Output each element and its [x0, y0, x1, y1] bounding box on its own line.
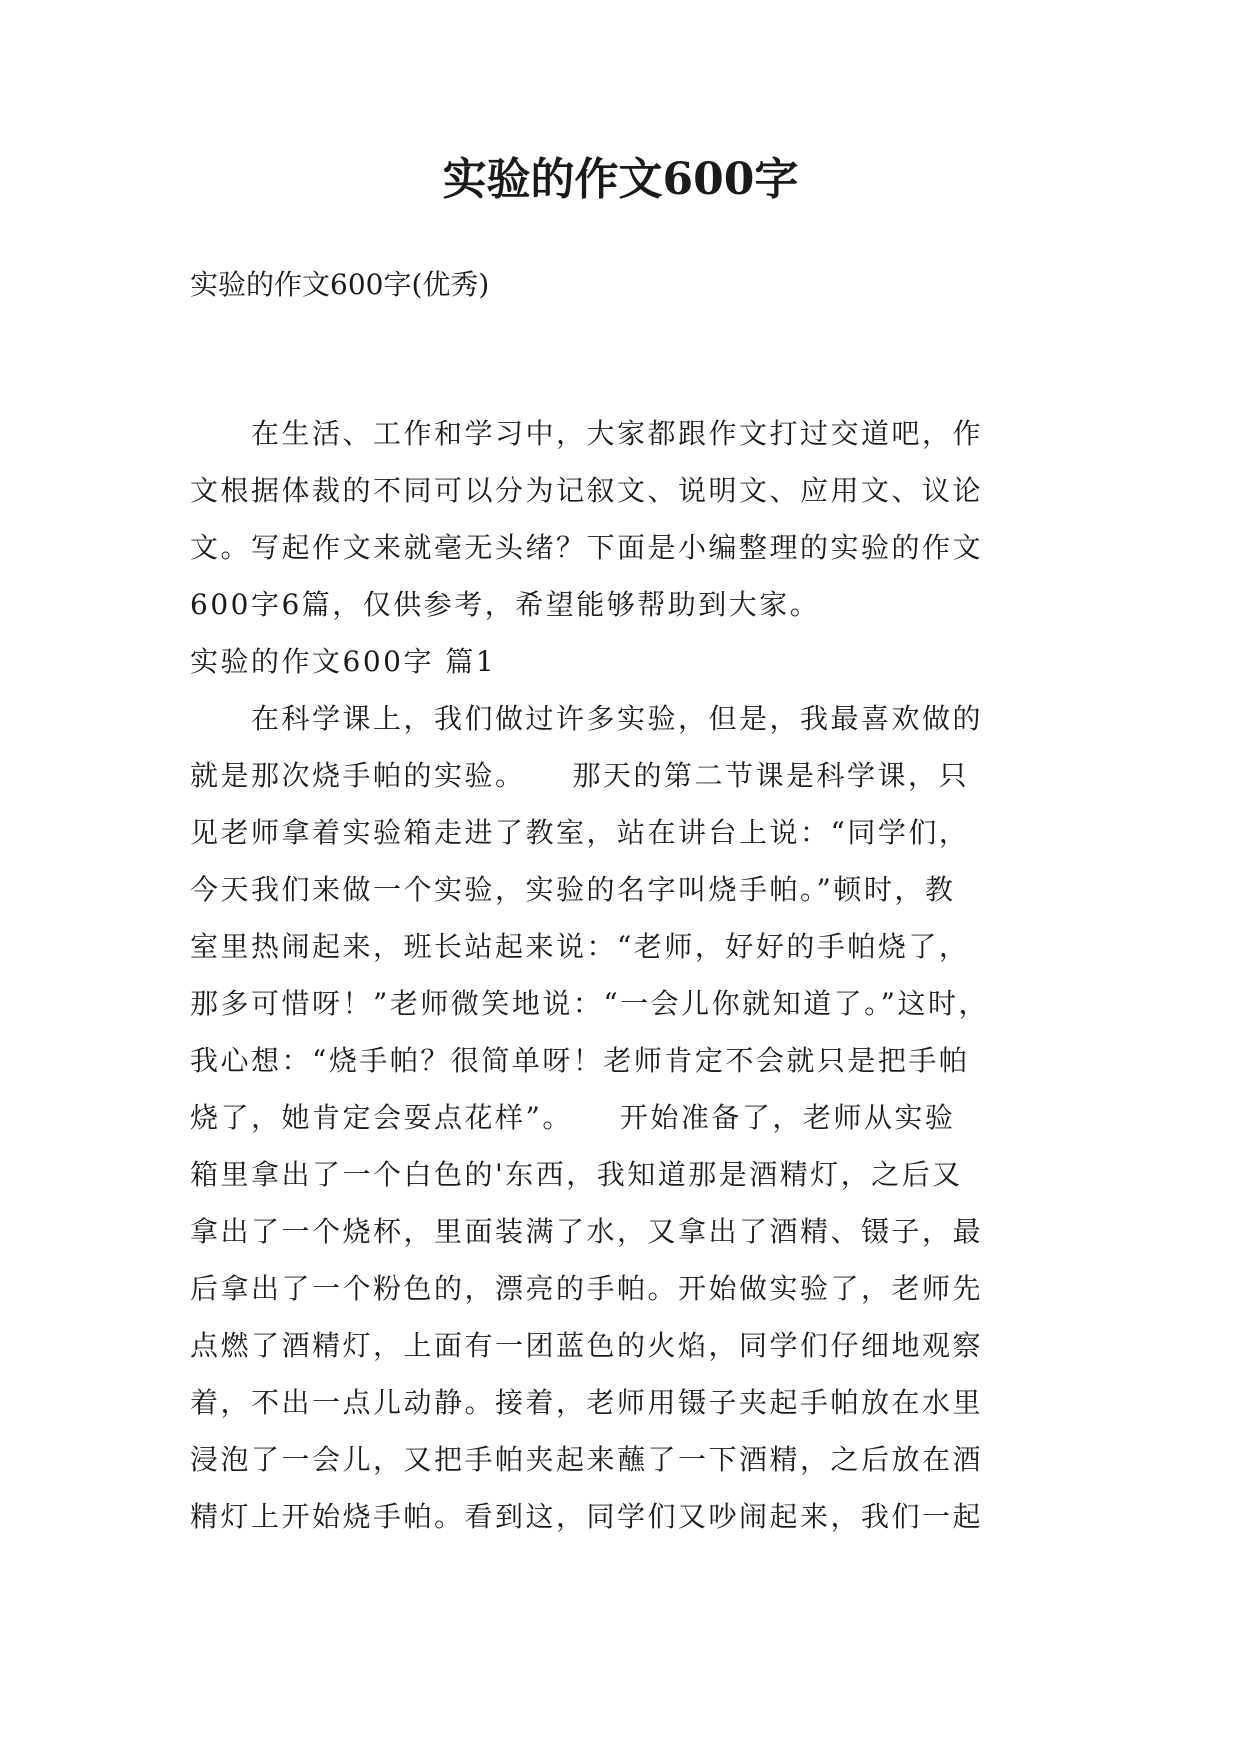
body-line: 拿出了一个烧杯，里面装满了水，又拿出了酒精、镊子，最 — [190, 1215, 984, 1248]
body-line: 那多可惜呀！”老师微笑地说：“一会儿你就知道了。”这时， — [190, 987, 989, 1020]
body-line: 就是那次烧手帕的实验。 那天的第二节课是科学课，只 — [190, 759, 970, 792]
body-line: 精灯上开始烧手帕。看到这，同学们又吵闹起来，我们一起 — [190, 1500, 984, 1533]
body-line: 着，不出一点儿动静。接着，老师用镊子夹起手帕放在水里 — [190, 1386, 984, 1419]
body-line: 今天我们来做一个实验，实验的名字叫烧手帕。”顿时，教 — [190, 873, 956, 906]
body-line: 文。写起作文来就毫无头绪？下面是小编整理的实验的作文 — [190, 531, 984, 564]
body-line: 后拿出了一个粉色的，漂亮的手帕。开始做实验了，老师先 — [190, 1272, 984, 1305]
body-line: 见老师拿着实验箱走进了教室，站在讲台上说：“同学们， — [190, 816, 970, 849]
body-line: 箱里拿出了一个白色的'东西，我知道那是酒精灯，之后又 — [190, 1158, 963, 1191]
document-subtitle: 实验的作文600字(优秀) — [190, 268, 490, 301]
body-line: 点燃了酒精灯，上面有一团蓝色的火焰，同学们仔细地观察 — [190, 1329, 984, 1362]
body-line: 我心想：“烧手帕？很简单呀！老师肯定不会就只是把手帕 — [190, 1044, 970, 1077]
document-title: 实验的作文600字 — [442, 154, 799, 205]
body-line: 在生活、工作和学习中，大家都跟作文打过交道吧，作 — [190, 417, 984, 450]
body-line: 烧了，她肯定会耍点花样”。 开始准备了，老师从实验 — [190, 1101, 956, 1134]
body-line: 浸泡了一会儿，又把手帕夹起来蘸了一下酒精，之后放在酒 — [190, 1443, 984, 1476]
body-line: 室里热闹起来，班长站起来说：“老师，好好的手帕烧了， — [190, 930, 970, 963]
body-line: 文根据体裁的不同可以分为记叙文、说明文、应用文、议论 — [190, 474, 984, 507]
body-line: 600字6篇，仅供参考，希望能够帮助到大家。 — [190, 588, 821, 621]
section-heading: 实验的作文600字 篇1 — [190, 645, 497, 678]
document-body — [190, 405, 1060, 1545]
body-line: 在科学课上，我们做过许多实验，但是，我最喜欢做的 — [190, 702, 984, 735]
